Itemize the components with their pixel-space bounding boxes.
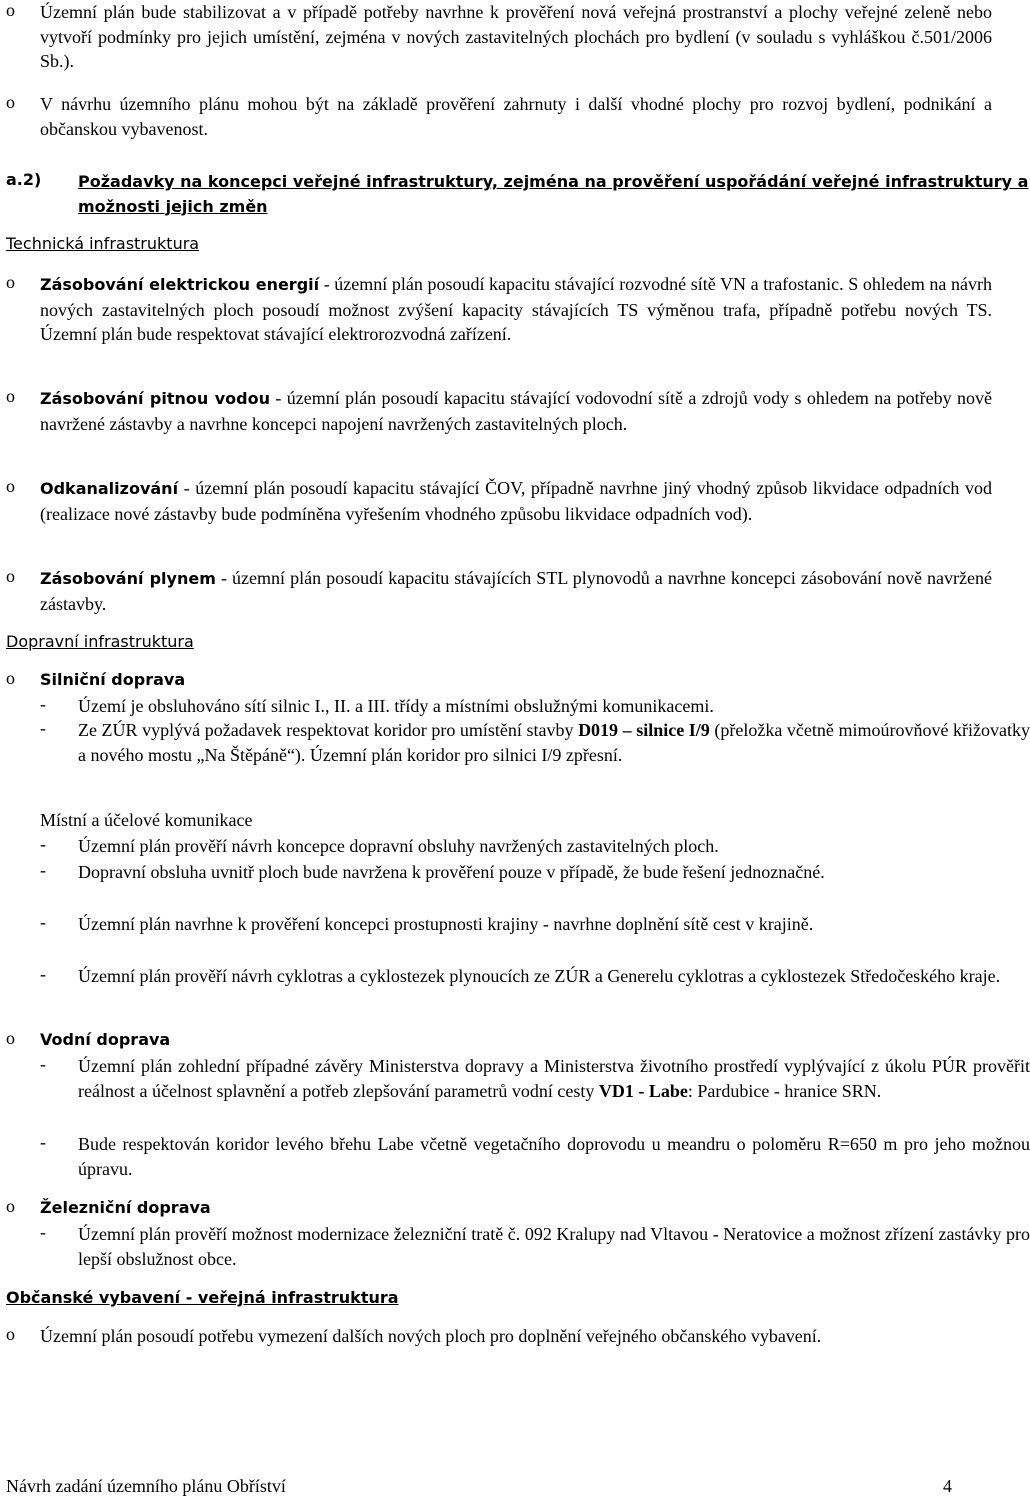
road-title: Silniční doprava	[40, 670, 186, 689]
sewer-label: Odkanalizování	[40, 479, 179, 498]
bullet: o	[6, 1028, 15, 1048]
page-footer	[6, 1476, 952, 1497]
dash: -	[40, 860, 46, 880]
road-dash-2	[6, 718, 1030, 767]
list-item: Území je obsluhováno sítí silnic I., II. a III. třídy a místními obslužnými komunikacemi.	[78, 696, 714, 716]
list-item-bold: VD1 - Labe	[598, 1080, 688, 1101]
list-item: Územní plán prověří návrh koncepce dopravní obsluhy navržených zastavitelných ploch.	[78, 836, 719, 856]
dash: -	[40, 1054, 46, 1074]
electric-label: Zásobování elektrickou energií	[40, 275, 320, 294]
list-item: Bude respektován koridor levého břehu Labe včetně vegetačního doprovodu u meandru o poloměru R=650 m pro jeho možnou úpravu.	[78, 1134, 1030, 1179]
water-text: - územní plán posoudí kapacitu stávající vodovodní sítě a zdrojů vody s ohledem na potřeby nově navržené zástavby a navrhne koncepci napojení navržených zastavitelných ploch.	[40, 388, 993, 434]
footer-title: Návrh zadání územního plánu Obříství	[6, 1476, 286, 1496]
list-item-pre: Ze ZÚR vyplývá požadavek respektovat koridor pro umístění stavby	[78, 720, 579, 740]
sewer-item	[6, 476, 992, 526]
water-item	[6, 386, 992, 436]
bullet: o	[6, 668, 15, 688]
bullet: o	[6, 92, 15, 112]
intro-item-1	[6, 0, 992, 74]
rail-item	[6, 1196, 992, 1221]
bullet: o	[6, 272, 15, 292]
list-item-pre: Územní plán zohlední případné závěry Ministerstva dopravy a Ministerstva životního prostředí vyplývající z úkolu PÚR prověřit reálnost a účelnost splavnění a potřeb zlepšování parametrů vodní cesty	[78, 1056, 1030, 1101]
list-item: Územní plán prověří návrh cyklotras a cyklostezek plynoucích ze ZÚR a Generelu cyklotras a cyklostezek Středočeského kraje.	[78, 966, 1001, 986]
civic-item	[6, 1324, 992, 1349]
local-dash-3	[6, 912, 1030, 937]
section-number: a.2)	[6, 170, 42, 189]
list-item-post: (přeložka včetně mimoúrovňové křižovatky a nového mostu „Na Štěpáně“). Územní plán koridor pro silnici I/9 zpřesní.	[78, 720, 1030, 765]
paragraph: Územní plán posoudí potřebu vymezení dalších nových ploch pro doplnění veřejného občanského vybavení.	[40, 1326, 822, 1346]
water-label: Zásobování pitnou vodou	[40, 389, 270, 408]
bullet: o	[6, 566, 15, 586]
road-dash-1	[6, 694, 1030, 719]
section-title: Požadavky na koncepci veřejné infrastruktury, zejména na prověření uspořádání veřejné infrastruktury a možnosti jejich změn	[78, 172, 1029, 216]
bullet: o	[6, 1196, 15, 1216]
section-a2-heading	[6, 170, 1030, 219]
road-item	[6, 668, 992, 693]
dash: -	[40, 718, 46, 738]
local-roads-title: Místní a účelové komunikace	[40, 810, 253, 830]
dash: -	[40, 1222, 46, 1242]
list-item: Územní plán prověří možnost modernizace železniční tratě č. 092 Kralupy nad Vltavou - Neratovice a možnost zřízení zastávky pro lepší obslužnost obce.	[78, 1224, 1030, 1269]
electric-item	[6, 272, 992, 347]
gas-label: Zásobování plynem	[40, 569, 216, 588]
dash: -	[40, 834, 46, 854]
technical-heading: Technická infrastruktura	[6, 234, 200, 253]
waterway-dash-2	[6, 1132, 1030, 1181]
list-item: Územní plán navrhne k prověření koncepci prostupnosti krajiny - navrhne doplnění sítě cest v krajině.	[78, 914, 814, 934]
paragraph: Územní plán bude stabilizovat a v případě potřeby navrhne k prověření nová veřejná prostranství a plochy veřejné zeleně nebo vytvoří podmínky pro jejich umístění, zejména v nových zastavitelných plochách pro bydlení (v souladu s vyhláškou č.501/2006 Sb.).	[40, 2, 992, 71]
bullet: o	[6, 0, 15, 20]
bullet: o	[6, 476, 15, 496]
list-item-bold: D019 – silnice I/9	[578, 720, 710, 740]
waterway-title: Vodní doprava	[40, 1030, 171, 1049]
local-dash-2	[6, 860, 1030, 885]
sewer-text: - územní plán posoudí kapacitu stávající ČOV, případně navrhne jiný vhodný způsob likvidace odpadních vod (realizace nové zástavby bude podmíněna vyřešením vhodného způsobu likvidace odpadních vod).	[40, 478, 992, 524]
civic-heading: Občanské vybavení - veřejná infrastruktura	[6, 1288, 399, 1307]
dash: -	[40, 694, 46, 714]
dash: -	[40, 964, 46, 984]
local-dash-1	[6, 834, 1030, 859]
bullet: o	[6, 1324, 15, 1344]
rail-title: Železniční doprava	[40, 1198, 211, 1217]
dash: -	[40, 1132, 46, 1152]
electric-text: - územní plán posoudí kapacitu stávající rozvodné sítě VN a trafostanic. S ohledem na návrh nových zastavitelných ploch posoudí možnost zvýšení kapacity stávajících TS výměnou trafa, případně potřebu nových TS. Územní plán bude respektovat stávající elektrorozvodná zařízení.	[40, 274, 992, 344]
intro-item-2	[6, 92, 992, 141]
gas-text: - územní plán posoudí kapacitu stávajících STL plynovodů a navrhne koncepci zásobování nově navržené zástavby.	[40, 568, 992, 614]
rail-dash-1	[6, 1222, 1030, 1271]
waterway-item	[6, 1028, 992, 1053]
paragraph: V návrhu územního plánu mohou být na základě prověření zahrnuty i další vhodné plochy pro rozvoj bydlení, podnikání a občanskou vybavenost.	[40, 94, 992, 139]
dash: -	[40, 912, 46, 932]
list-item: Dopravní obsluha uvnitř ploch bude navržena k prověření pouze v případě, že bude řešení jednoznačné.	[78, 862, 825, 882]
gas-item	[6, 566, 992, 616]
waterway-dash-1	[6, 1054, 1030, 1103]
local-dash-4	[6, 964, 1030, 989]
bullet: o	[6, 386, 15, 406]
transport-heading: Dopravní infrastruktura	[6, 632, 194, 651]
list-item-post: : Pardubice - hranice SRN.	[687, 1080, 882, 1101]
page-number: 4	[943, 1476, 952, 1496]
